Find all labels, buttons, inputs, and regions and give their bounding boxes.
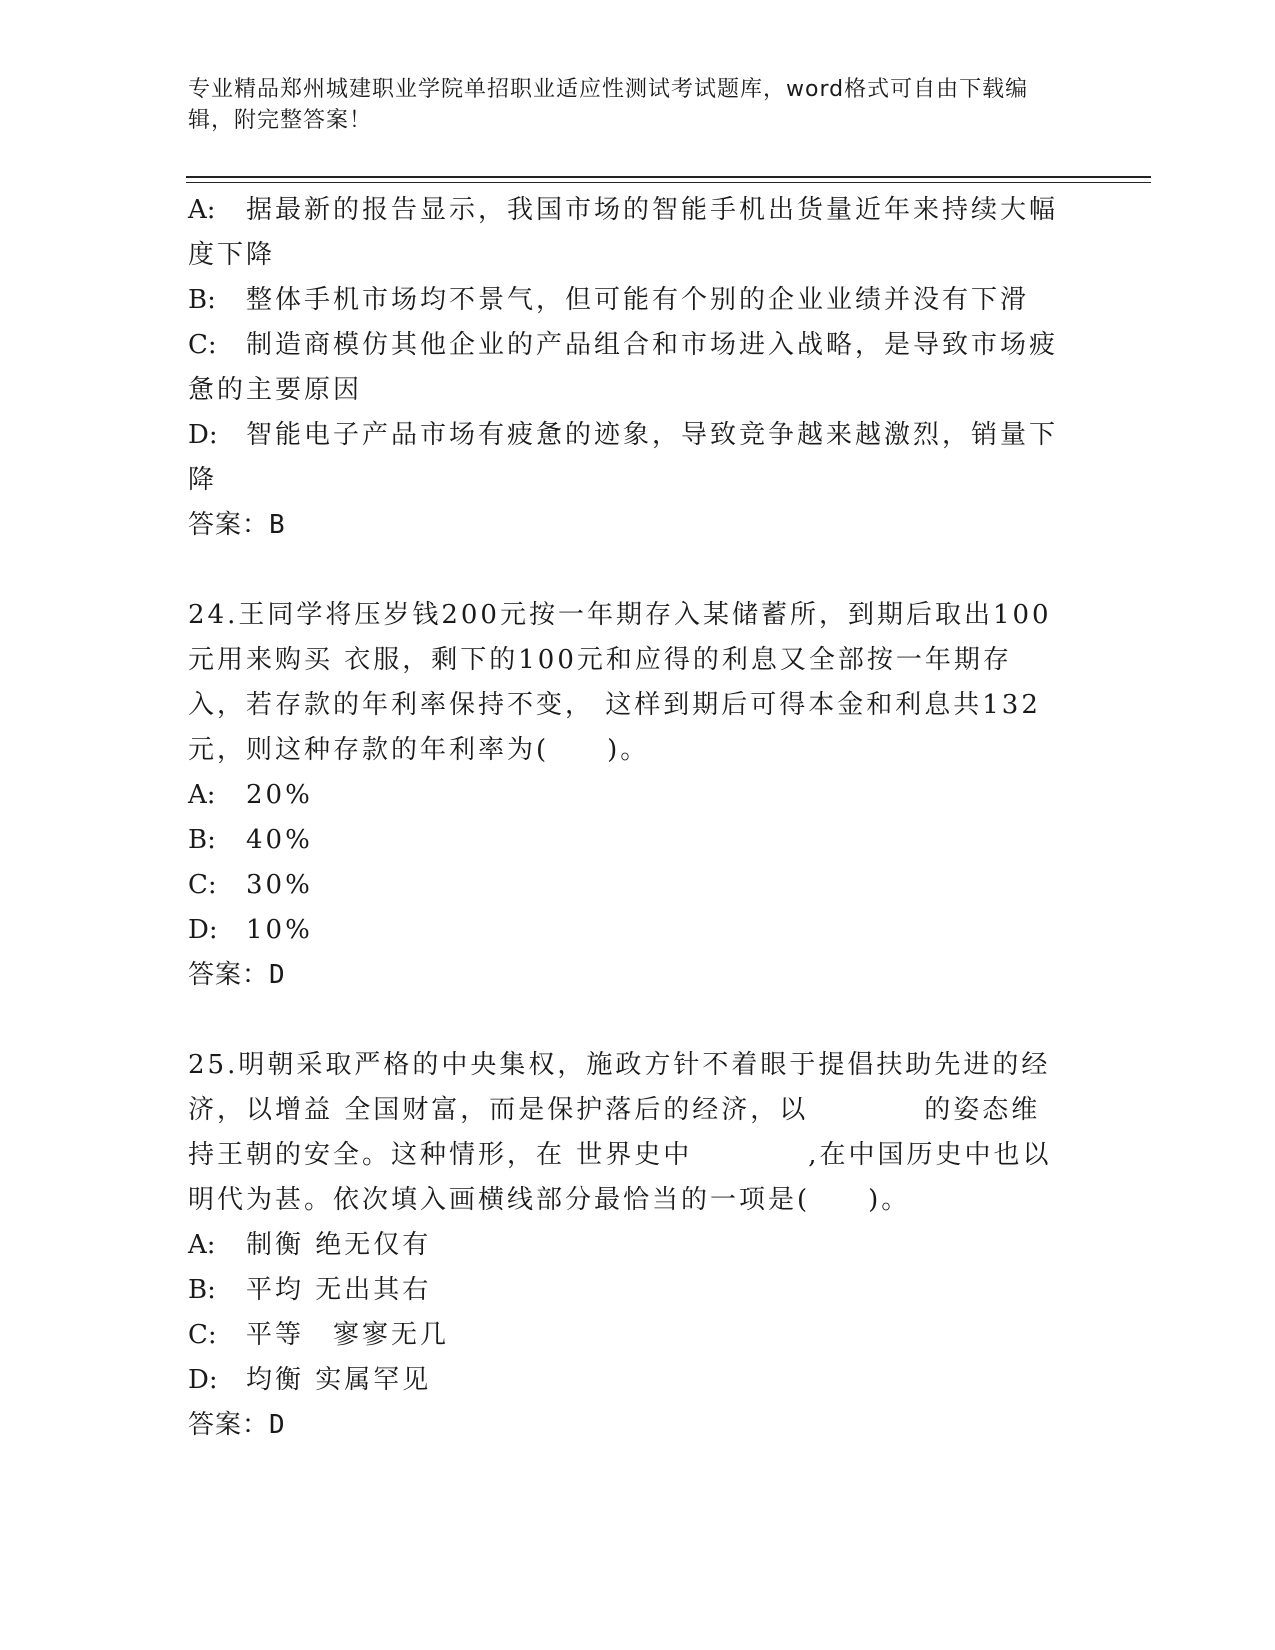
option-text: 40% [246, 825, 313, 855]
option-key: D: [188, 420, 218, 450]
answer-label: 答案： [188, 1410, 270, 1440]
document-header [188, 74, 1068, 136]
option-d [188, 413, 1068, 503]
answer-line [188, 1403, 1068, 1448]
option-text: 均衡 实属罕见 [246, 1365, 432, 1395]
option-key: D: [188, 1365, 218, 1395]
option-text: 据最新的报告显示，我国市场的智能手机出货量近年来持续大幅度下降 [188, 195, 1059, 270]
option-text: 整体手机市场均不景气，但可能有个别的企业业绩并没有下滑 [246, 285, 1030, 315]
option-text: 智能电子产品市场有疲惫的迹象，导致竞争越来越激烈，销量下降 [188, 420, 1059, 495]
option-key: C: [188, 870, 217, 900]
option-key: B: [188, 825, 216, 855]
option-b [188, 278, 1068, 323]
answer-value: D [269, 960, 286, 990]
block-spacer [188, 548, 1068, 593]
option-c [188, 863, 1068, 908]
option-key: D: [188, 915, 218, 945]
question-block-24 [188, 593, 1068, 998]
option-text: 20% [246, 780, 313, 810]
answer-value: D [269, 1410, 286, 1440]
question-block-25 [188, 1043, 1068, 1448]
option-text: 制造商模仿其他企业的产品组合和市场进入战略，是导致市场疲惫的主要原因 [188, 330, 1059, 405]
option-key: A: [188, 195, 216, 225]
option-a [188, 1223, 1068, 1268]
block-spacer [188, 998, 1068, 1043]
option-d [188, 908, 1068, 953]
option-key: C: [188, 330, 217, 360]
answer-label: 答案： [188, 960, 270, 990]
option-c [188, 1313, 1068, 1358]
question-stem: 24.王同学将压岁钱200元按一年期存入某储蓄所，到期后取出100元用来购买 衣服，剩下的100元和应得的利息又全部按一年期存入，若存款的年利率保持不变， 这样到期后可得本金和利息共132元，则这种存款的年利率为( )。 [188, 600, 1052, 765]
question-stem: 25.明朝采取严格的中央集权，施政方针不着眼于提倡扶助先进的经济，以增益 全国财富，而是保护落后的经济，以 的姿态维持王朝的安全。这种情形，在 世界史中 ,在中国历史中也以明代为甚。依次填入画横线部分最恰当的一项是( )。 [188, 1050, 1052, 1215]
header-rule-thin [186, 182, 1151, 183]
question-block-23 [188, 188, 1068, 548]
question-content [188, 188, 1068, 1448]
option-key: A: [188, 1230, 216, 1260]
option-text: 平等 寥寥无几 [246, 1320, 450, 1350]
answer-line [188, 953, 1068, 998]
option-text: 制衡 绝无仅有 [246, 1230, 432, 1260]
option-text: 10% [246, 915, 313, 945]
option-key: A: [188, 780, 216, 810]
answer-line [188, 503, 1068, 548]
option-text: 30% [246, 870, 313, 900]
option-a [188, 773, 1068, 818]
answer-value: B [269, 510, 286, 540]
option-b [188, 1268, 1068, 1313]
option-key: B: [188, 285, 216, 315]
header-rule-thick [186, 176, 1151, 178]
header-text: 专业精品郑州城建职业学院单招职业适应性测试考试题库，word格式可自由下载编辑，附完整答案！ [188, 77, 1029, 133]
answer-label: 答案： [188, 510, 270, 540]
option-b [188, 818, 1068, 863]
option-c [188, 323, 1068, 413]
option-key: C: [188, 1320, 217, 1350]
option-a [188, 188, 1068, 278]
option-d [188, 1358, 1068, 1403]
option-key: B: [188, 1275, 216, 1305]
option-text: 平均 无出其右 [246, 1275, 432, 1305]
